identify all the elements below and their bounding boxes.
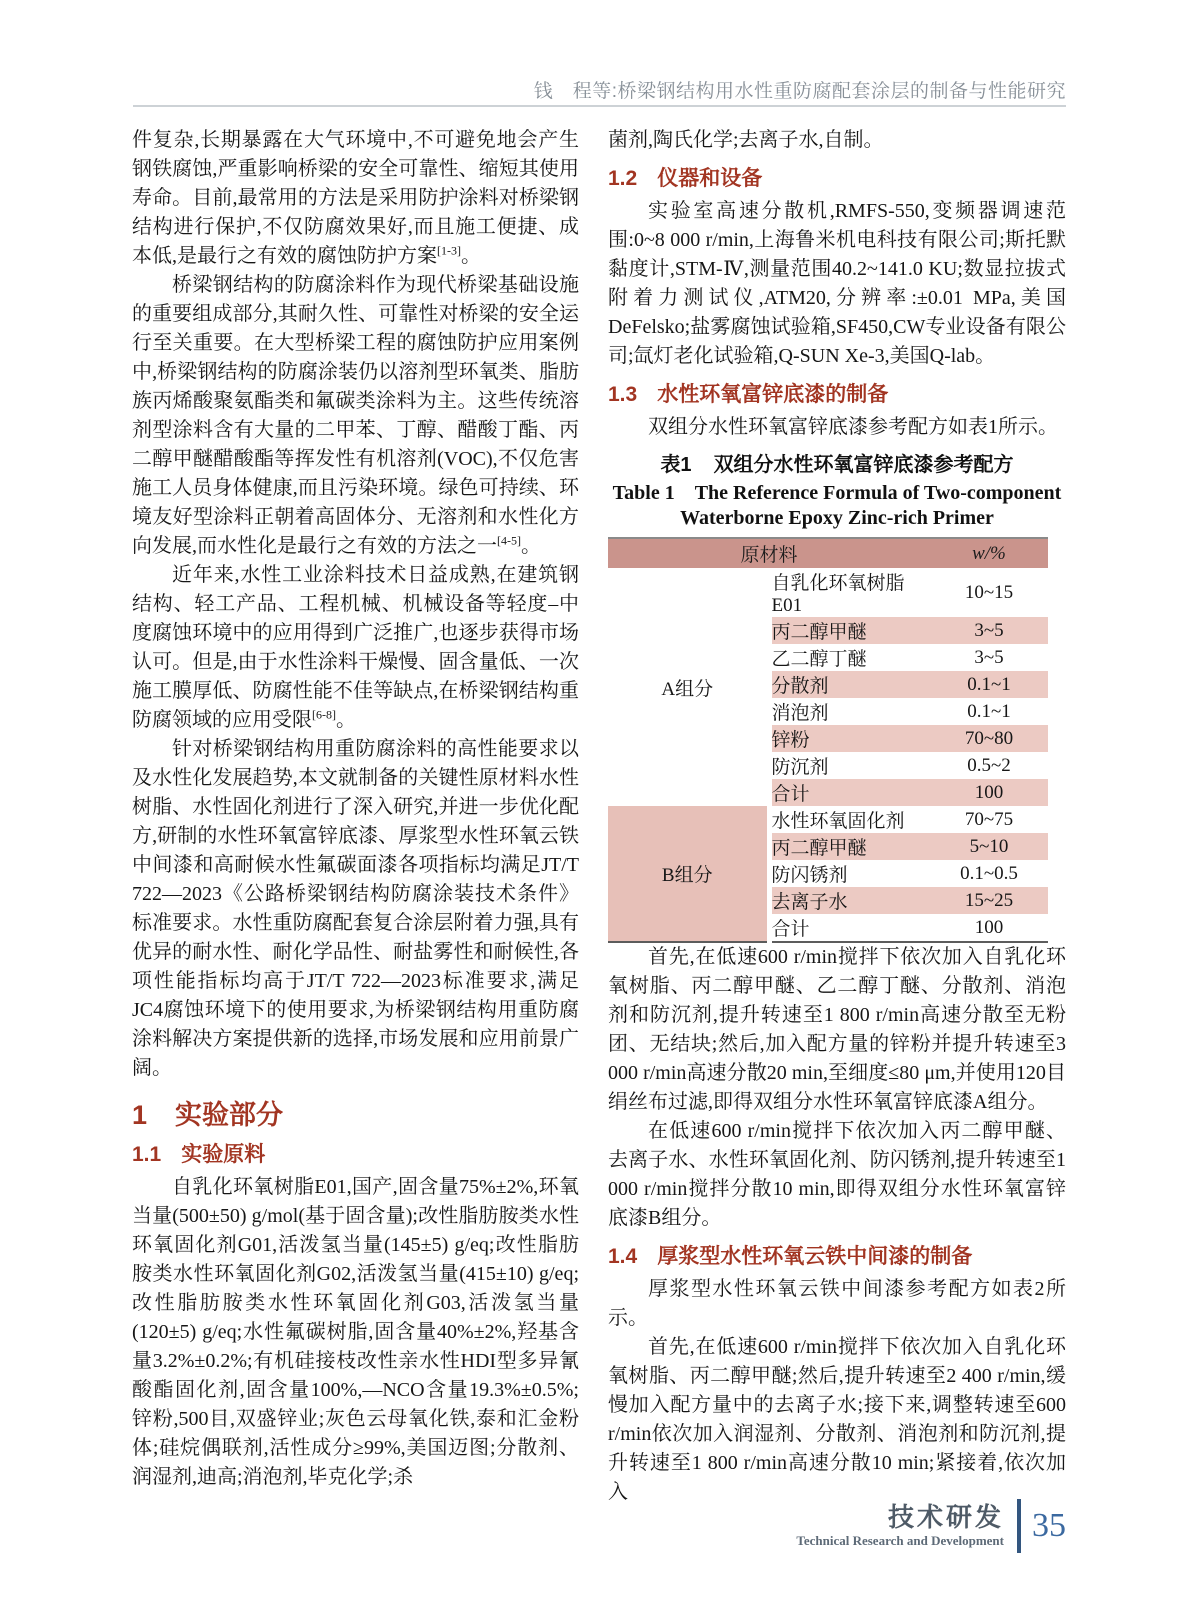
header-rule xyxy=(133,105,1066,107)
material-cell: 去离子水 xyxy=(769,887,930,914)
value-cell: 0.1~1 xyxy=(930,671,1048,698)
column-header-material: 原材料 xyxy=(608,538,930,568)
value-cell: 0.5~2 xyxy=(967,754,1011,776)
right-column xyxy=(608,126,1066,1507)
paragraph: 自乳化环氧树脂E01,国产,固含量75%±2%,环氧当量(500±50) g/mol(基于固含量);改性脂肪胺类水性环氧固化剂G01,活泼氢当量(145±5) g/eq;改性脂肪胺类水性环氧固化剂G02,活泼氢当量(415±10) g/eq;改性脂肪胺类水性环氧固化剂G03,活泼氢当量(120±5) g/eq;水性氟碳树脂,固含量40%±2%,羟基含量3.2%±0.2%;有机硅接枝改性亲水性HDI型多异氰酸酯固化剂,固含量100%,—NCO含量19.3%±0.5%;锌粉,500目,双盛锌业;灰色云母氧化铁,泰和汇金粉体;硅烷偶联剂,活性成分≥99%,美国迈图;分散剂、润湿剂,迪高;消泡剂,毕克化学;杀 xyxy=(132,1176,579,1488)
group-a-cell: A组分 xyxy=(608,568,769,806)
section-number: 1.2 xyxy=(608,167,638,190)
citation-ref: [4-5] xyxy=(497,533,521,548)
section-heading-1-3 xyxy=(608,381,1066,408)
material-cell: 锌粉 xyxy=(769,725,930,752)
paragraph: 首先,在低速600 r/min搅拌下依次加入自乳化环氧树脂、丙二醇甲醚、乙二醇丁醚、分散剂、消泡剂和防沉剂,提升转速至1 800 r/min高速分散至无粉团、无结块;然后,加入配方量的锌粉并提升转速至3 000 r/min高速分散20 min,至细度≤80 μm,并使用120目绢丝布过滤,即得双组分水性环氧富锌底漆A组分。 xyxy=(608,946,1066,1113)
paragraph-text: 。 xyxy=(336,709,356,731)
material-cell: 消泡剂 xyxy=(771,703,829,724)
material-cell: 合计 xyxy=(769,914,930,942)
left-column xyxy=(132,126,579,1492)
footer-section-label-zh: 技术研发 xyxy=(887,1502,1004,1532)
material-cell: 自乳化环氧树脂E01 xyxy=(771,573,905,616)
citation-ref: [6-8] xyxy=(312,707,336,722)
table-label: 表1 xyxy=(660,454,692,476)
value-cell: 70~75 xyxy=(964,808,1014,830)
material-cell: 防沉剂 xyxy=(771,757,829,778)
paragraph: 菌剂,陶氏化学;去离子水,自制。 xyxy=(608,129,884,151)
section-title: 仪器和设备 xyxy=(657,167,763,190)
section-title: 厚浆型水性环氧云铁中间漆的制备 xyxy=(657,1245,973,1268)
table-1-title-en-line2: Waterborne Epoxy Zinc-rich Primer xyxy=(680,507,994,529)
paragraph: 针对桥梁钢结构用重防腐涂料的高性能要求以及水性化发展趋势,本文就制备的关键性原材料水性树脂、水性固化剂进行了深入研究,并进一步优化配方,研制的水性环氧富锌底漆、厚浆型水性环氧云铁中间漆和高耐候水性氟碳面漆各项指标均满足JT/T 722—2023《公路桥梁钢结构防腐涂装技术条件》标准要求。水性重防腐配套复合涂层附着力强,具有优异的耐水性、耐化学品性、耐盐雾性和耐候性,各项性能指标均高于JT/T 722—2023标准要求,满足JC4腐蚀环境下的使用要求,为桥梁钢结构用重防腐涂料解决方案提供新的选择,市场发展和应用前景广阔。 xyxy=(132,738,579,1079)
page-footer xyxy=(796,1499,1066,1553)
paragraph: 厚浆型水性环氧云铁中间漆参考配方如表2所示。 xyxy=(608,1278,1066,1329)
paragraph: 实验室高速分散机,RMFS-550,变频器调速范围:0~8 000 r/min,上海鲁米机电科技有限公司;斯托默黏度计,STM-Ⅳ,测量范围40.2~141.0 KU;数显拉拔式附着力测试仪,ATM20,分辨率:±0.01 MPa,美国DeFelsko;盐雾腐蚀试验箱,SF450,CW专业设备有限公司;氙灯老化试验箱,Q-SUN Xe-3,美国Q-lab。 xyxy=(608,200,1066,367)
group-b-cell: B组分 xyxy=(608,806,769,942)
paragraph: 在低速600 r/min搅拌下依次加入丙二醇甲醚、去离子水、水性环氧固化剂、防闪锈剂,提升转速至1 000 r/min搅拌分散10 min,即得双组分水性环氧富锌底漆B组分。 xyxy=(608,1120,1066,1229)
table-label-en: Table 1 xyxy=(612,482,675,504)
table-title-text: The Reference Formula of Two-component xyxy=(694,482,1062,504)
section-number: 1 xyxy=(132,1100,148,1130)
table-title-text: 双组分水性环氧富锌底漆参考配方 xyxy=(713,454,1014,476)
material-cell: 分散剂 xyxy=(769,671,930,698)
section-title: 水性环氧富锌底漆的制备 xyxy=(657,383,889,406)
value-cell: 0.1~0.5 xyxy=(960,862,1018,884)
material-cell: 防闪锈剂 xyxy=(771,865,848,886)
value-cell: 0.1~1 xyxy=(967,700,1011,722)
value-cell: 10~15 xyxy=(964,581,1014,603)
value-cell: 70~80 xyxy=(930,725,1048,752)
paragraph-text: 。 xyxy=(521,535,541,557)
value-cell: 5~10 xyxy=(930,833,1048,860)
table-row xyxy=(608,806,1048,833)
table-1 xyxy=(608,537,1048,943)
paragraph-text: 近年来,水性工业涂料技术日益成熟,在建筑钢结构、轻工产品、工程机械、机械设备等轻度–中度腐蚀环境中的应用得到广泛推广,也逐步获得市场认可。但是,由于水性涂料干燥慢、固含量低、一次施工膜厚低、防腐性能不佳等缺点,在桥梁钢结构重防腐领域的应用受限 xyxy=(132,564,579,731)
paragraph xyxy=(132,271,579,561)
value-cell: 100 xyxy=(930,914,1048,942)
table-header-row xyxy=(608,538,1048,568)
material-cell: 水性环氧固化剂 xyxy=(771,811,905,832)
section-heading-1-4 xyxy=(608,1243,1066,1270)
value-cell: 100 xyxy=(930,779,1048,806)
value-cell: 15~25 xyxy=(930,887,1048,914)
section-number: 1.3 xyxy=(608,383,638,406)
material-cell: 合计 xyxy=(769,779,930,806)
section-number: 1.1 xyxy=(132,1143,162,1166)
footer-divider xyxy=(1017,1499,1021,1553)
page-number: 35 xyxy=(1032,1507,1066,1544)
section-title: 实验部分 xyxy=(175,1100,284,1130)
table-row xyxy=(608,568,1048,617)
citation-ref: [1-3] xyxy=(437,243,461,258)
material-cell: 丙二醇甲醚 xyxy=(769,617,930,644)
section-number: 1.4 xyxy=(608,1245,638,1268)
paragraph-text: 件复杂,长期暴露在大气环境中,不可避免地会产生钢铁腐蚀,严重影响桥梁的安全可靠性、缩短其使用寿命。目前,最常用的方法是采用防护涂料对桥梁钢结构进行保护,不仅防腐效果好,而且施工便捷、成本低,是最行之有效的腐蚀防护方案 xyxy=(132,129,579,267)
section-heading-1-2 xyxy=(608,165,1066,192)
paragraph-text: 。 xyxy=(461,245,481,267)
material-cell: 丙二醇甲醚 xyxy=(769,833,930,860)
paragraph: 首先,在低速600 r/min搅拌下依次加入自乳化环氧树脂、丙二醇甲醚;然后,提升转速至2 400 r/min,缓慢加入配方量中的去离子水;接下来,调整转速至600 r/min依次加入润湿剂、分散剂、消泡剂和防沉剂,提升转速至1 800 r/min高速分散10 min;紧接着,依次加入 xyxy=(608,1336,1066,1503)
section-heading-1-1 xyxy=(132,1141,579,1168)
section-heading-1 xyxy=(132,1099,579,1131)
value-cell: 3~5 xyxy=(974,646,1004,668)
section-title: 实验原料 xyxy=(181,1143,266,1166)
footer-section-label-en: Technical Research and Development xyxy=(796,1533,1004,1548)
paragraph-text: 桥梁钢结构的防腐涂料作为现代桥梁基础设施的重要组成部分,其耐久性、可靠性对桥梁的安全运行至关重要。在大型桥梁工程的腐蚀防护应用案例中,桥梁钢结构的防腐涂装仍以溶剂型环氧类、脂肪族丙烯酸聚氨酯类和氟碳类涂料为主。这些传统溶剂型涂料含有大量的二甲苯、丁醇、醋酸丁酯、丙二醇甲醚醋酸酯等挥发性有机溶剂(VOC),不仅危害施工人员身体健康,而且污染环境。绿色可持续、环境友好型涂料正朝着高固体分、无溶剂和水性化方向发展,而水性化是最行之有效的方法之一 xyxy=(132,274,579,557)
paragraph: 双组分水性环氧富锌底漆参考配方如表1所示。 xyxy=(648,416,1058,438)
paragraph xyxy=(132,561,579,735)
table-1-title-zh xyxy=(608,452,1066,479)
paragraph xyxy=(132,126,579,271)
table-1-title-en-line1 xyxy=(608,481,1066,506)
column-header-weight-percent: w/% xyxy=(930,538,1048,568)
footer-labels xyxy=(796,1503,1004,1549)
value-cell: 3~5 xyxy=(930,617,1048,644)
material-cell: 乙二醇丁醚 xyxy=(771,649,867,670)
running-head: 钱 程等:桥梁钢结构用水性重防腐配套涂层的制备与性能研究 xyxy=(533,81,1066,102)
